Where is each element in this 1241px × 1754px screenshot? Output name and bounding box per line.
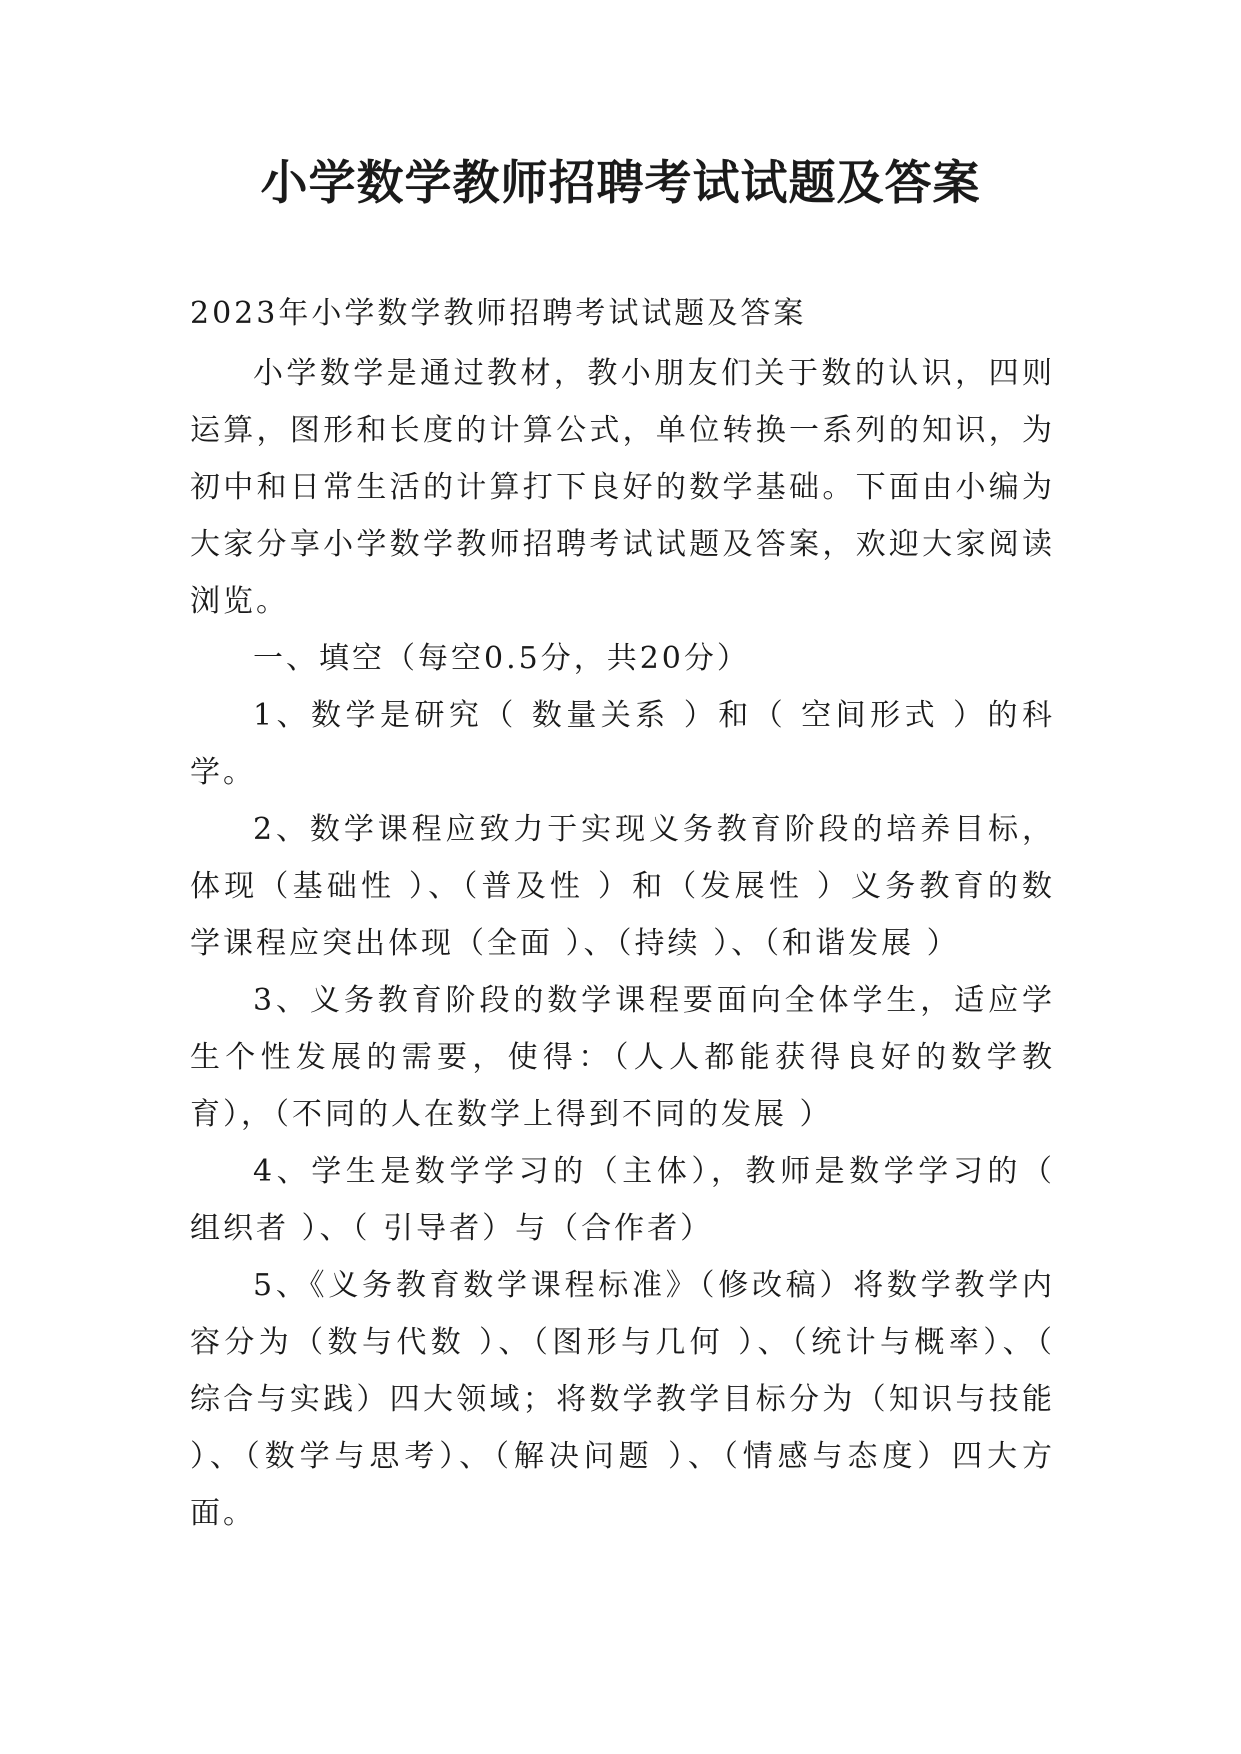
section-heading: 一、填空（每空0.5分，共20分） [253, 641, 750, 676]
question-paragraph: 5、《义务教育数学课程标准》（修改稿）将数学教学内容分为（数与代数 ）、（图形与几何 ）、（统计与概率）、（ 综合与实践）四大领域；将数学教学目标分为（知识与技能 ）、（数学与思考）、（解决问题 ）、（情感与态度）四大方面。 [190, 1268, 1055, 1531]
intro-paragraph: 小学数学是通过教材，教小朋友们关于数的认识，四则运算，图形和长度的计算公式，单位转换一系列的知识，为初中和日常生活的计算打下良好的数学基础。下面由小编为大家分享小学数学教师招聘考试试题及答案，欢迎大家阅读浏览。 [190, 356, 1055, 619]
question-paragraph: 1、数学是研究（ 数量关系 ）和（ 空间形式 ）的科学。 [190, 698, 1055, 790]
question-paragraph: 2、数学课程应致力于实现义务教育阶段的培养目标，体现（基础性 ）、（普及性 ）和（发展性 ）义务教育的数学课程应突出体现（全面 ）、（持续 ）、（和谐发展 ） [190, 812, 1055, 961]
question-paragraph: 3、义务教育阶段的数学课程要面向全体学生，适应学生个性发展的需要，使得：（人人都能获得良好的数学教育），（不同的人在数学上得到不同的发展 ） [190, 983, 1055, 1132]
document-body [190, 285, 1055, 1542]
document-title: 小学数学教师招聘考试试题及答案 [260, 156, 981, 211]
question-paragraph: 4、学生是数学学习的（主体），教师是数学学习的（ 组织者 ）、（ 引导者）与（合作者） [190, 1154, 1055, 1246]
document-subtitle: 2023年小学数学教师招聘考试试题及答案 [190, 296, 807, 331]
